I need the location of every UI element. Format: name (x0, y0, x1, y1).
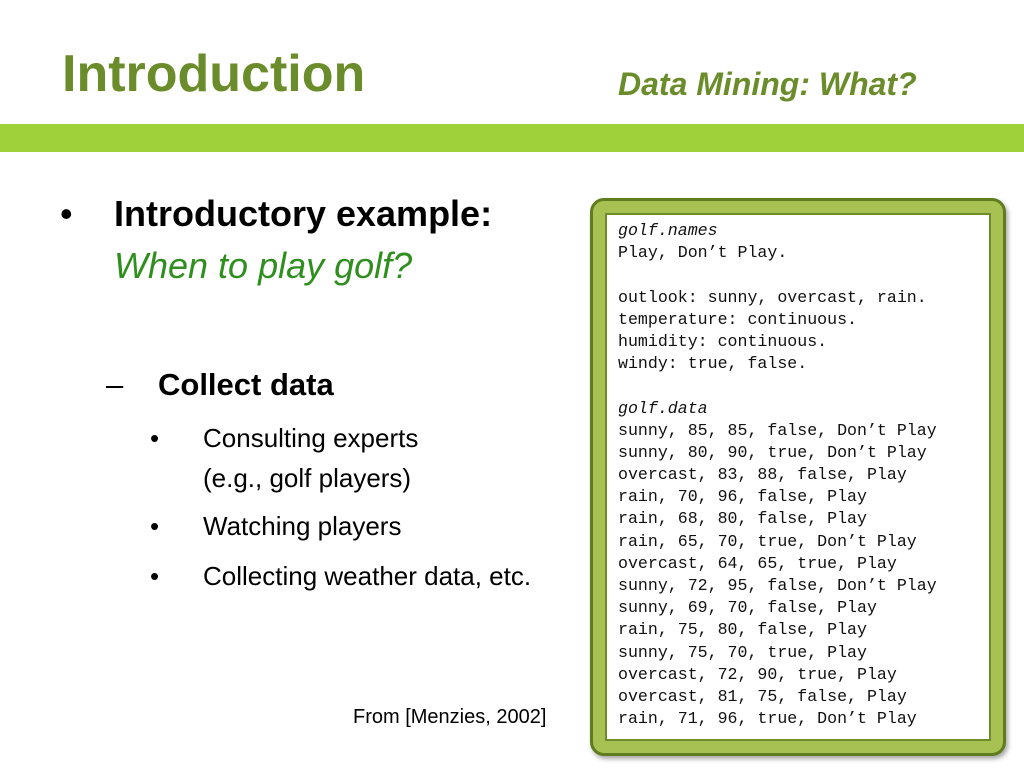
code-line: rain, 70, 96, false, Play (618, 487, 867, 507)
code-line: overcast, 81, 75, false, Play (618, 686, 907, 706)
list-item-continuation: (e.g., golf players) (203, 463, 412, 493)
code-line: temperature: continuous. (618, 309, 857, 329)
slide-subtitle: Data Mining: What? (618, 66, 917, 102)
code-line (618, 264, 937, 286)
code-line: sunny, 69, 70, false, Play (618, 598, 877, 618)
code-section-heading: golf.data (618, 398, 708, 418)
bullet-dot: • (60, 193, 73, 234)
code-line: outlook: sunny, overcast, rain. (618, 287, 927, 307)
subbullet-text: Collect data (158, 367, 334, 402)
bullet-main-text: Introductory example: (114, 193, 493, 234)
code-panel (605, 213, 991, 741)
code-line: sunny, 80, 90, true, Don’t Play (618, 442, 927, 462)
golf-dataset-listing (618, 220, 937, 730)
source-citation: From [Menzies, 2002] (353, 706, 547, 728)
list-item-text: Collecting weather data, etc. (203, 561, 532, 591)
code-line: sunny, 85, 85, false, Don’t Play (618, 420, 937, 440)
code-line: windy: true, false. (618, 354, 808, 374)
code-line: Play, Don’t Play. (618, 243, 788, 263)
code-line: humidity: continuous. (618, 331, 828, 351)
list-item-text: Watching players (203, 511, 402, 541)
code-line: rain, 71, 96, true, Don’t Play (618, 709, 917, 729)
list-bullet: • (150, 561, 160, 591)
list-bullet: • (150, 423, 160, 453)
code-line (618, 375, 937, 397)
list-item-text: Consulting experts (203, 423, 419, 453)
code-line: rain, 75, 80, false, Play (618, 620, 867, 640)
code-line: overcast, 64, 65, true, Play (618, 553, 897, 573)
code-line: sunny, 72, 95, false, Don’t Play (618, 576, 937, 595)
code-line: overcast, 83, 88, false, Play (618, 465, 907, 485)
slide-title: Introduction (62, 45, 366, 103)
bullet-question-text: When to play golf? (114, 245, 413, 286)
code-frame (590, 198, 1006, 756)
code-line: rain, 68, 80, false, Play (618, 509, 867, 529)
code-line: overcast, 72, 90, true, Play (618, 664, 897, 684)
list-bullet: • (150, 511, 160, 541)
code-line: sunny, 75, 70, true, Play (618, 642, 867, 662)
subbullet-dash: – (106, 367, 124, 402)
code-section-heading: golf.names (618, 221, 718, 240)
accent-bar (0, 124, 1024, 152)
code-line: rain, 65, 70, true, Don’t Play (618, 531, 917, 551)
